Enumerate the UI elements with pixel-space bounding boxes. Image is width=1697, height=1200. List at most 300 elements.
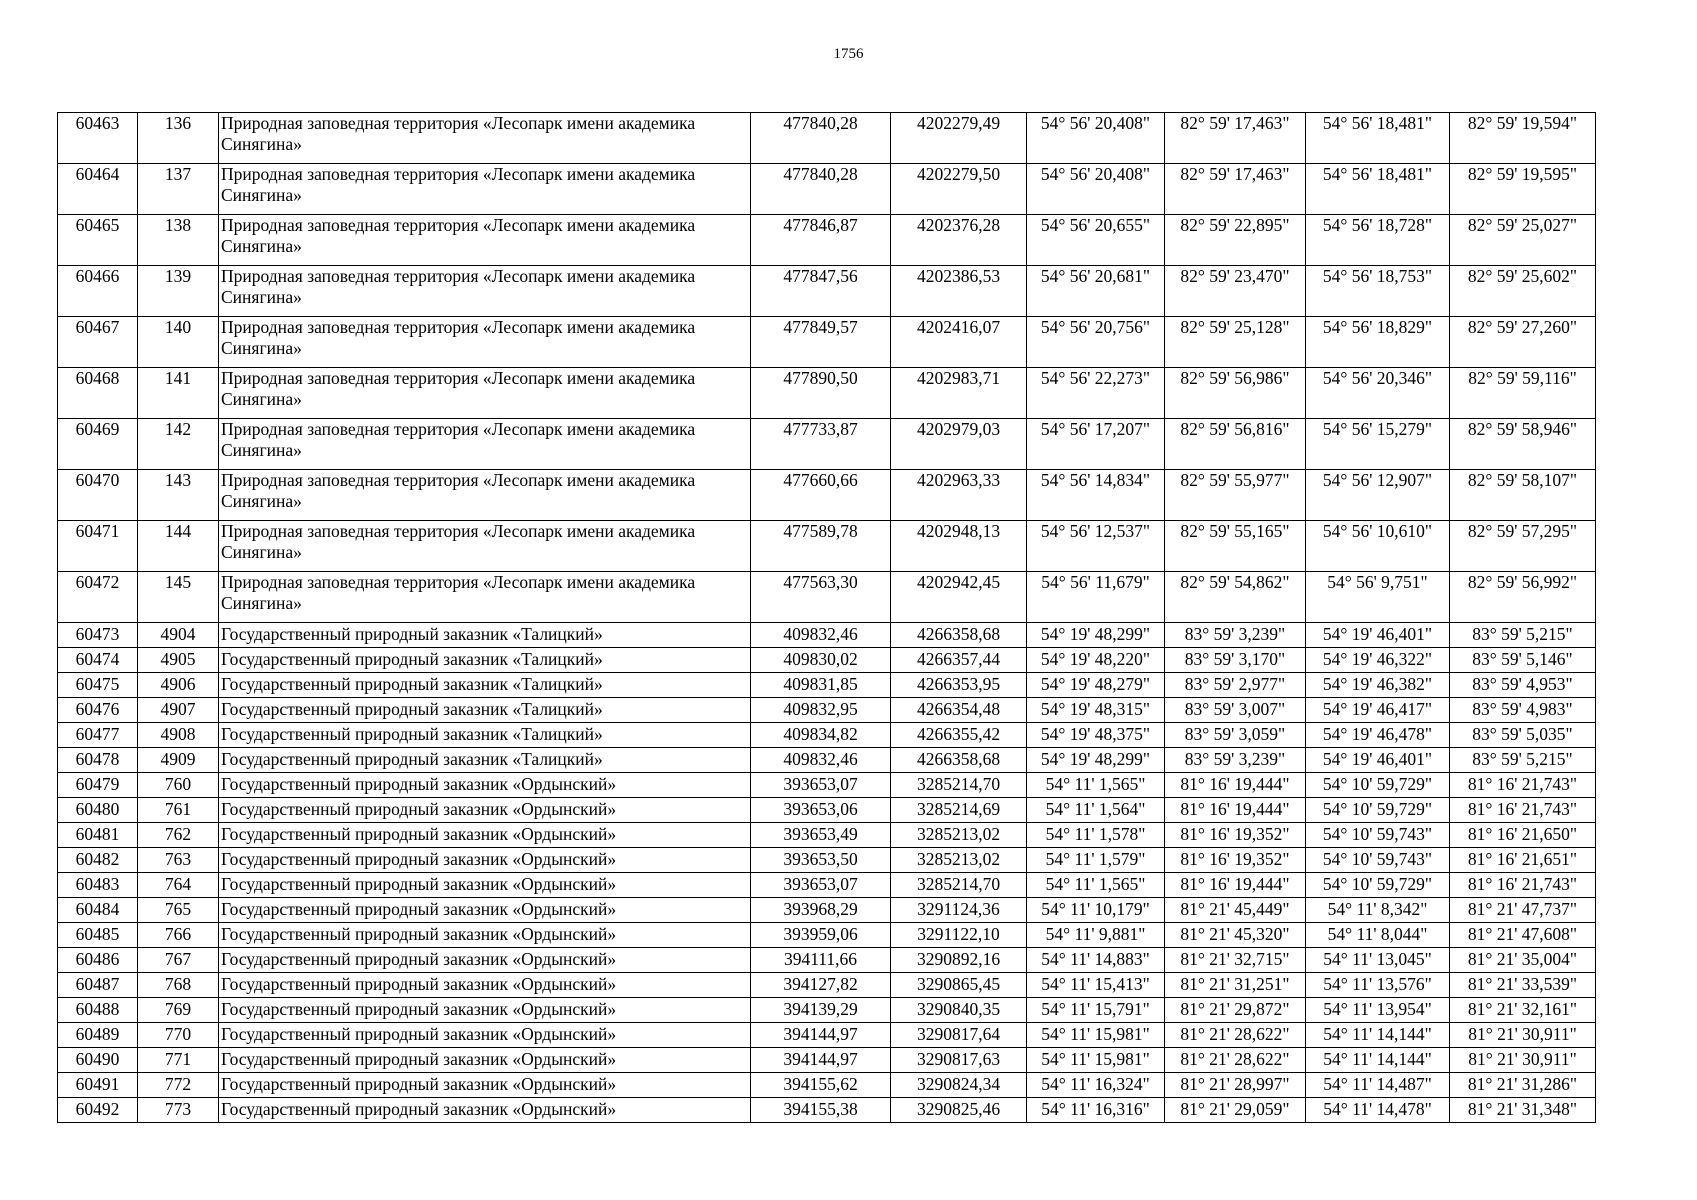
cell-latitude-1: 54° 56' 20,681"	[1027, 266, 1165, 317]
cell-record-number: 60471	[58, 521, 138, 572]
cell-coord-y: 4266355,42	[891, 723, 1027, 748]
cell-coord-x: 393653,06	[751, 798, 891, 823]
cell-territory-name: Природная заповедная территория «Лесопарк имени академика Синягина»	[219, 521, 751, 572]
table-row	[58, 898, 1596, 923]
cell-coord-y: 3291122,10	[891, 923, 1027, 948]
cell-latitude-2: 54° 56' 10,610"	[1306, 521, 1450, 572]
cell-coord-y: 3285213,02	[891, 848, 1027, 873]
cell-territory-name: Государственный природный заказник «Ордынский»	[219, 1023, 751, 1048]
cell-point-number: 141	[138, 368, 219, 419]
table-row	[58, 521, 1596, 572]
cell-point-number: 144	[138, 521, 219, 572]
cell-coord-x: 409834,82	[751, 723, 891, 748]
cell-point-number: 763	[138, 848, 219, 873]
cell-coord-x: 394127,82	[751, 973, 891, 998]
cell-latitude-1: 54° 56' 17,207"	[1027, 419, 1165, 470]
cell-longitude-1: 81° 21' 45,320"	[1165, 923, 1306, 948]
cell-longitude-1: 83° 59' 3,007"	[1165, 698, 1306, 723]
cell-longitude-2: 81° 21' 47,608"	[1450, 923, 1596, 948]
cell-record-number: 60491	[58, 1073, 138, 1098]
cell-latitude-1: 54° 11' 14,883"	[1027, 948, 1165, 973]
cell-longitude-2: 82° 59' 58,107"	[1450, 470, 1596, 521]
cell-longitude-1: 82° 59' 56,986"	[1165, 368, 1306, 419]
cell-coord-x: 409831,85	[751, 673, 891, 698]
cell-latitude-2: 54° 11' 13,576"	[1306, 973, 1450, 998]
cell-latitude-2: 54° 56' 18,728"	[1306, 215, 1450, 266]
cell-coord-x: 409830,02	[751, 648, 891, 673]
cell-coord-y: 3285214,69	[891, 798, 1027, 823]
cell-longitude-2: 81° 16' 21,743"	[1450, 873, 1596, 898]
cell-longitude-2: 82° 59' 56,992"	[1450, 572, 1596, 623]
cell-territory-name: Государственный природный заказник «Ордынский»	[219, 1098, 751, 1123]
cell-point-number: 4906	[138, 673, 219, 698]
cell-point-number: 140	[138, 317, 219, 368]
cell-record-number: 60474	[58, 648, 138, 673]
cell-coord-x: 477660,66	[751, 470, 891, 521]
table-row	[58, 798, 1596, 823]
table-row	[58, 873, 1596, 898]
cell-coord-y: 4202979,03	[891, 419, 1027, 470]
cell-longitude-1: 82° 59' 17,463"	[1165, 113, 1306, 164]
cell-point-number: 4907	[138, 698, 219, 723]
cell-latitude-2: 54° 56' 9,751"	[1306, 572, 1450, 623]
cell-latitude-2: 54° 56' 15,279"	[1306, 419, 1450, 470]
cell-territory-name: Государственный природный заказник «Ордынский»	[219, 873, 751, 898]
cell-coord-y: 4202948,13	[891, 521, 1027, 572]
cell-coord-y: 4202416,07	[891, 317, 1027, 368]
cell-record-number: 60481	[58, 823, 138, 848]
table-row	[58, 164, 1596, 215]
cell-latitude-1: 54° 19' 48,220"	[1027, 648, 1165, 673]
cell-longitude-2: 82° 59' 25,027"	[1450, 215, 1596, 266]
cell-latitude-1: 54° 11' 1,578"	[1027, 823, 1165, 848]
table-row	[58, 1098, 1596, 1123]
cell-longitude-1: 83° 59' 2,977"	[1165, 673, 1306, 698]
table-row	[58, 368, 1596, 419]
cell-longitude-1: 81° 16' 19,352"	[1165, 823, 1306, 848]
cell-latitude-2: 54° 56' 20,346"	[1306, 368, 1450, 419]
cell-territory-name: Государственный природный заказник «Ордынский»	[219, 1048, 751, 1073]
cell-longitude-1: 83° 59' 3,170"	[1165, 648, 1306, 673]
cell-territory-name: Государственный природный заказник «Талицкий»	[219, 698, 751, 723]
cell-latitude-1: 54° 56' 20,408"	[1027, 113, 1165, 164]
cell-latitude-2: 54° 19' 46,478"	[1306, 723, 1450, 748]
table-row	[58, 848, 1596, 873]
cell-point-number: 768	[138, 973, 219, 998]
table-row	[58, 673, 1596, 698]
cell-longitude-1: 81° 16' 19,352"	[1165, 848, 1306, 873]
table-row	[58, 823, 1596, 848]
cell-coord-y: 3291124,36	[891, 898, 1027, 923]
cell-longitude-1: 81° 21' 45,449"	[1165, 898, 1306, 923]
cell-record-number: 60464	[58, 164, 138, 215]
cell-point-number: 767	[138, 948, 219, 973]
cell-record-number: 60487	[58, 973, 138, 998]
cell-point-number: 771	[138, 1048, 219, 1073]
cell-latitude-1: 54° 11' 15,413"	[1027, 973, 1165, 998]
cell-coord-x: 409832,95	[751, 698, 891, 723]
cell-coord-x: 394139,29	[751, 998, 891, 1023]
cell-territory-name: Государственный природный заказник «Талицкий»	[219, 648, 751, 673]
cell-record-number: 60467	[58, 317, 138, 368]
cell-latitude-1: 54° 11' 1,564"	[1027, 798, 1165, 823]
cell-coord-y: 4202279,49	[891, 113, 1027, 164]
cell-record-number: 60488	[58, 998, 138, 1023]
cell-coord-y: 4202279,50	[891, 164, 1027, 215]
cell-longitude-2: 81° 21' 31,286"	[1450, 1073, 1596, 1098]
cell-coord-x: 393653,07	[751, 873, 891, 898]
cell-coord-x: 477849,57	[751, 317, 891, 368]
cell-record-number: 60485	[58, 923, 138, 948]
cell-longitude-2: 81° 21' 47,737"	[1450, 898, 1596, 923]
cell-territory-name: Природная заповедная территория «Лесопарк имени академика Синягина»	[219, 470, 751, 521]
cell-longitude-1: 82° 59' 56,816"	[1165, 419, 1306, 470]
cell-coord-y: 3290865,45	[891, 973, 1027, 998]
table-row	[58, 698, 1596, 723]
cell-point-number: 770	[138, 1023, 219, 1048]
table-row	[58, 923, 1596, 948]
cell-territory-name: Природная заповедная территория «Лесопарк имени академика Синягина»	[219, 113, 751, 164]
cell-longitude-1: 82° 59' 54,862"	[1165, 572, 1306, 623]
cell-coord-x: 394111,66	[751, 948, 891, 973]
cell-longitude-2: 82° 59' 19,595"	[1450, 164, 1596, 215]
cell-longitude-2: 81° 21' 35,004"	[1450, 948, 1596, 973]
cell-record-number: 60486	[58, 948, 138, 973]
table-row	[58, 470, 1596, 521]
cell-longitude-2: 81° 16' 21,651"	[1450, 848, 1596, 873]
page-number: 1756	[833, 46, 864, 62]
cell-record-number: 60473	[58, 623, 138, 648]
table-row	[58, 1048, 1596, 1073]
cell-point-number: 766	[138, 923, 219, 948]
cell-longitude-2: 81° 21' 31,348"	[1450, 1098, 1596, 1123]
cell-longitude-1: 82° 59' 23,470"	[1165, 266, 1306, 317]
cell-point-number: 764	[138, 873, 219, 898]
cell-latitude-1: 54° 11' 16,316"	[1027, 1098, 1165, 1123]
cell-coord-x: 394144,97	[751, 1048, 891, 1073]
cell-territory-name: Государственный природный заказник «Ордынский»	[219, 973, 751, 998]
cell-record-number: 60465	[58, 215, 138, 266]
cell-coord-x: 393653,50	[751, 848, 891, 873]
cell-latitude-2: 54° 19' 46,322"	[1306, 648, 1450, 673]
table-row	[58, 648, 1596, 673]
cell-longitude-1: 82° 59' 17,463"	[1165, 164, 1306, 215]
cell-territory-name: Природная заповедная территория «Лесопарк имени академика Синягина»	[219, 572, 751, 623]
cell-territory-name: Государственный природный заказник «Талицкий»	[219, 748, 751, 773]
cell-coord-y: 4202963,33	[891, 470, 1027, 521]
cell-coord-y: 3290817,63	[891, 1048, 1027, 1073]
cell-record-number: 60468	[58, 368, 138, 419]
cell-longitude-1: 81° 21' 28,622"	[1165, 1048, 1306, 1073]
cell-coord-x: 477840,28	[751, 164, 891, 215]
cell-point-number: 137	[138, 164, 219, 215]
cell-latitude-1: 54° 11' 15,981"	[1027, 1023, 1165, 1048]
cell-coord-y: 4266358,68	[891, 748, 1027, 773]
cell-latitude-2: 54° 11' 14,478"	[1306, 1098, 1450, 1123]
table-body	[58, 113, 1596, 1123]
cell-point-number: 4909	[138, 748, 219, 773]
cell-point-number: 4908	[138, 723, 219, 748]
cell-longitude-2: 82° 59' 59,116"	[1450, 368, 1596, 419]
cell-territory-name: Природная заповедная территория «Лесопарк имени академика Синягина»	[219, 266, 751, 317]
cell-point-number: 143	[138, 470, 219, 521]
cell-record-number: 60472	[58, 572, 138, 623]
table-row	[58, 1023, 1596, 1048]
cell-latitude-2: 54° 11' 14,144"	[1306, 1048, 1450, 1073]
cell-latitude-2: 54° 19' 46,417"	[1306, 698, 1450, 723]
cell-record-number: 60484	[58, 898, 138, 923]
cell-record-number: 60478	[58, 748, 138, 773]
cell-coord-y: 3285214,70	[891, 773, 1027, 798]
cell-record-number: 60479	[58, 773, 138, 798]
cell-latitude-2: 54° 11' 14,487"	[1306, 1073, 1450, 1098]
cell-longitude-1: 83° 59' 3,059"	[1165, 723, 1306, 748]
cell-longitude-1: 82° 59' 55,977"	[1165, 470, 1306, 521]
cell-latitude-2: 54° 56' 18,753"	[1306, 266, 1450, 317]
cell-latitude-1: 54° 11' 15,791"	[1027, 998, 1165, 1023]
cell-record-number: 60492	[58, 1098, 138, 1123]
cell-latitude-2: 54° 10' 59,743"	[1306, 848, 1450, 873]
cell-territory-name: Государственный природный заказник «Ордынский»	[219, 923, 751, 948]
cell-longitude-2: 81° 21' 30,911"	[1450, 1048, 1596, 1073]
cell-longitude-1: 82° 59' 25,128"	[1165, 317, 1306, 368]
cell-coord-x: 477589,78	[751, 521, 891, 572]
cell-territory-name: Государственный природный заказник «Ордынский»	[219, 773, 751, 798]
cell-coord-y: 4202942,45	[891, 572, 1027, 623]
cell-longitude-2: 81° 21' 33,539"	[1450, 973, 1596, 998]
cell-coord-y: 4266358,68	[891, 623, 1027, 648]
cell-longitude-2: 81° 16' 21,650"	[1450, 823, 1596, 848]
cell-latitude-2: 54° 56' 12,907"	[1306, 470, 1450, 521]
cell-latitude-2: 54° 10' 59,729"	[1306, 798, 1450, 823]
cell-coord-x: 394144,97	[751, 1023, 891, 1048]
cell-latitude-2: 54° 56' 18,481"	[1306, 164, 1450, 215]
cell-latitude-2: 54° 11' 13,954"	[1306, 998, 1450, 1023]
cell-latitude-1: 54° 56' 11,679"	[1027, 572, 1165, 623]
cell-coord-x: 394155,38	[751, 1098, 891, 1123]
cell-point-number: 761	[138, 798, 219, 823]
cell-territory-name: Природная заповедная территория «Лесопарк имени академика Синягина»	[219, 215, 751, 266]
cell-latitude-1: 54° 11' 16,324"	[1027, 1073, 1165, 1098]
cell-longitude-2: 82° 59' 27,260"	[1450, 317, 1596, 368]
cell-point-number: 145	[138, 572, 219, 623]
cell-record-number: 60463	[58, 113, 138, 164]
cell-coord-x: 477847,56	[751, 266, 891, 317]
cell-longitude-1: 81° 16' 19,444"	[1165, 773, 1306, 798]
coordinates-table	[57, 112, 1596, 1123]
cell-record-number: 60480	[58, 798, 138, 823]
cell-longitude-1: 81° 21' 28,997"	[1165, 1073, 1306, 1098]
cell-territory-name: Природная заповедная территория «Лесопарк имени академика Синягина»	[219, 368, 751, 419]
cell-longitude-2: 81° 21' 32,161"	[1450, 998, 1596, 1023]
cell-coord-x: 477733,87	[751, 419, 891, 470]
cell-point-number: 762	[138, 823, 219, 848]
cell-territory-name: Государственный природный заказник «Ордынский»	[219, 998, 751, 1023]
cell-latitude-1: 54° 56' 22,273"	[1027, 368, 1165, 419]
cell-longitude-2: 82° 59' 57,295"	[1450, 521, 1596, 572]
cell-record-number: 60470	[58, 470, 138, 521]
cell-latitude-1: 54° 11' 15,981"	[1027, 1048, 1165, 1073]
cell-latitude-1: 54° 19' 48,299"	[1027, 623, 1165, 648]
cell-territory-name: Государственный природный заказник «Ордынский»	[219, 798, 751, 823]
table-row	[58, 948, 1596, 973]
cell-territory-name: Государственный природный заказник «Ордынский»	[219, 898, 751, 923]
cell-latitude-2: 54° 19' 46,401"	[1306, 623, 1450, 648]
cell-longitude-2: 82° 59' 19,594"	[1450, 113, 1596, 164]
cell-latitude-1: 54° 11' 10,179"	[1027, 898, 1165, 923]
cell-latitude-1: 54° 56' 12,537"	[1027, 521, 1165, 572]
cell-latitude-1: 54° 11' 9,881"	[1027, 923, 1165, 948]
cell-latitude-2: 54° 19' 46,382"	[1306, 673, 1450, 698]
cell-latitude-1: 54° 19' 48,315"	[1027, 698, 1165, 723]
cell-territory-name: Государственный природный заказник «Ордынский»	[219, 1073, 751, 1098]
cell-coord-x: 393968,29	[751, 898, 891, 923]
cell-coord-y: 4202386,53	[891, 266, 1027, 317]
cell-longitude-2: 82° 59' 25,602"	[1450, 266, 1596, 317]
cell-coord-y: 4266354,48	[891, 698, 1027, 723]
cell-point-number: 773	[138, 1098, 219, 1123]
cell-longitude-2: 81° 21' 30,911"	[1450, 1023, 1596, 1048]
cell-point-number: 139	[138, 266, 219, 317]
cell-point-number: 772	[138, 1073, 219, 1098]
cell-longitude-1: 83° 59' 3,239"	[1165, 623, 1306, 648]
cell-longitude-1: 82° 59' 22,895"	[1165, 215, 1306, 266]
cell-coord-y: 4266357,44	[891, 648, 1027, 673]
cell-longitude-1: 81° 16' 19,444"	[1165, 798, 1306, 823]
cell-longitude-2: 83° 59' 5,215"	[1450, 623, 1596, 648]
cell-longitude-1: 81° 21' 32,715"	[1165, 948, 1306, 973]
cell-coord-y: 3290825,46	[891, 1098, 1027, 1123]
cell-longitude-2: 82° 59' 58,946"	[1450, 419, 1596, 470]
cell-point-number: 765	[138, 898, 219, 923]
cell-coord-x: 394155,62	[751, 1073, 891, 1098]
cell-longitude-2: 83° 59' 5,215"	[1450, 748, 1596, 773]
cell-territory-name: Государственный природный заказник «Талицкий»	[219, 623, 751, 648]
cell-record-number: 60475	[58, 673, 138, 698]
cell-longitude-2: 83° 59' 5,035"	[1450, 723, 1596, 748]
cell-coord-y: 4266353,95	[891, 673, 1027, 698]
cell-longitude-1: 81° 21' 28,622"	[1165, 1023, 1306, 1048]
table-row	[58, 998, 1596, 1023]
table-row	[58, 723, 1596, 748]
cell-latitude-2: 54° 10' 59,743"	[1306, 823, 1450, 848]
cell-coord-x: 477846,87	[751, 215, 891, 266]
cell-point-number: 4904	[138, 623, 219, 648]
cell-record-number: 60466	[58, 266, 138, 317]
cell-latitude-2: 54° 10' 59,729"	[1306, 773, 1450, 798]
cell-longitude-2: 83° 59' 5,146"	[1450, 648, 1596, 673]
cell-record-number: 60469	[58, 419, 138, 470]
cell-territory-name: Государственный природный заказник «Ордынский»	[219, 948, 751, 973]
cell-latitude-1: 54° 11' 1,579"	[1027, 848, 1165, 873]
table-row	[58, 623, 1596, 648]
cell-longitude-2: 81° 16' 21,743"	[1450, 798, 1596, 823]
cell-coord-y: 3290817,64	[891, 1023, 1027, 1048]
cell-coord-x: 409832,46	[751, 623, 891, 648]
table-row	[58, 317, 1596, 368]
cell-longitude-1: 83° 59' 3,239"	[1165, 748, 1306, 773]
cell-latitude-2: 54° 56' 18,829"	[1306, 317, 1450, 368]
cell-point-number: 136	[138, 113, 219, 164]
cell-latitude-1: 54° 11' 1,565"	[1027, 773, 1165, 798]
table-row	[58, 572, 1596, 623]
cell-coord-x: 393653,07	[751, 773, 891, 798]
cell-latitude-2: 54° 11' 13,045"	[1306, 948, 1450, 973]
cell-point-number: 760	[138, 773, 219, 798]
cell-longitude-2: 81° 16' 21,743"	[1450, 773, 1596, 798]
cell-coord-x: 477890,50	[751, 368, 891, 419]
cell-coord-y: 4202376,28	[891, 215, 1027, 266]
cell-territory-name: Природная заповедная территория «Лесопарк имени академика Синягина»	[219, 317, 751, 368]
cell-territory-name: Государственный природный заказник «Талицкий»	[219, 673, 751, 698]
cell-record-number: 60490	[58, 1048, 138, 1073]
cell-coord-y: 3285214,70	[891, 873, 1027, 898]
cell-latitude-1: 54° 56' 20,756"	[1027, 317, 1165, 368]
cell-record-number: 60482	[58, 848, 138, 873]
cell-record-number: 60489	[58, 1023, 138, 1048]
cell-territory-name: Государственный природный заказник «Ордынский»	[219, 848, 751, 873]
cell-coord-y: 3290840,35	[891, 998, 1027, 1023]
cell-latitude-1: 54° 19' 48,279"	[1027, 673, 1165, 698]
cell-longitude-1: 81° 21' 31,251"	[1165, 973, 1306, 998]
cell-longitude-2: 83° 59' 4,953"	[1450, 673, 1596, 698]
cell-coord-y: 4202983,71	[891, 368, 1027, 419]
cell-latitude-2: 54° 19' 46,401"	[1306, 748, 1450, 773]
cell-territory-name: Природная заповедная территория «Лесопарк имени академика Синягина»	[219, 419, 751, 470]
cell-point-number: 769	[138, 998, 219, 1023]
cell-coord-x: 393959,06	[751, 923, 891, 948]
cell-latitude-2: 54° 11' 8,342"	[1306, 898, 1450, 923]
table-row	[58, 113, 1596, 164]
cell-latitude-1: 54° 56' 14,834"	[1027, 470, 1165, 521]
table-row	[58, 266, 1596, 317]
cell-record-number: 60483	[58, 873, 138, 898]
cell-territory-name: Государственный природный заказник «Талицкий»	[219, 723, 751, 748]
cell-point-number: 142	[138, 419, 219, 470]
cell-point-number: 4905	[138, 648, 219, 673]
cell-coord-y: 3290892,16	[891, 948, 1027, 973]
cell-longitude-1: 81° 21' 29,872"	[1165, 998, 1306, 1023]
cell-coord-x: 393653,49	[751, 823, 891, 848]
cell-point-number: 138	[138, 215, 219, 266]
cell-longitude-1: 81° 16' 19,444"	[1165, 873, 1306, 898]
cell-latitude-2: 54° 11' 14,144"	[1306, 1023, 1450, 1048]
table-row	[58, 973, 1596, 998]
cell-latitude-1: 54° 56' 20,408"	[1027, 164, 1165, 215]
cell-record-number: 60477	[58, 723, 138, 748]
table-row	[58, 419, 1596, 470]
cell-territory-name: Государственный природный заказник «Ордынский»	[219, 823, 751, 848]
cell-record-number: 60476	[58, 698, 138, 723]
cell-coord-x: 477563,30	[751, 572, 891, 623]
cell-coord-y: 3285213,02	[891, 823, 1027, 848]
cell-latitude-1: 54° 19' 48,299"	[1027, 748, 1165, 773]
cell-latitude-1: 54° 19' 48,375"	[1027, 723, 1165, 748]
cell-coord-x: 409832,46	[751, 748, 891, 773]
cell-longitude-2: 83° 59' 4,983"	[1450, 698, 1596, 723]
table-row	[58, 773, 1596, 798]
cell-latitude-2: 54° 11' 8,044"	[1306, 923, 1450, 948]
table-row	[58, 748, 1596, 773]
cell-latitude-1: 54° 11' 1,565"	[1027, 873, 1165, 898]
cell-territory-name: Природная заповедная территория «Лесопарк имени академика Синягина»	[219, 164, 751, 215]
cell-longitude-1: 81° 21' 29,059"	[1165, 1098, 1306, 1123]
cell-latitude-2: 54° 56' 18,481"	[1306, 113, 1450, 164]
cell-coord-y: 3290824,34	[891, 1073, 1027, 1098]
table-row	[58, 215, 1596, 266]
cell-latitude-2: 54° 10' 59,729"	[1306, 873, 1450, 898]
cell-latitude-1: 54° 56' 20,655"	[1027, 215, 1165, 266]
